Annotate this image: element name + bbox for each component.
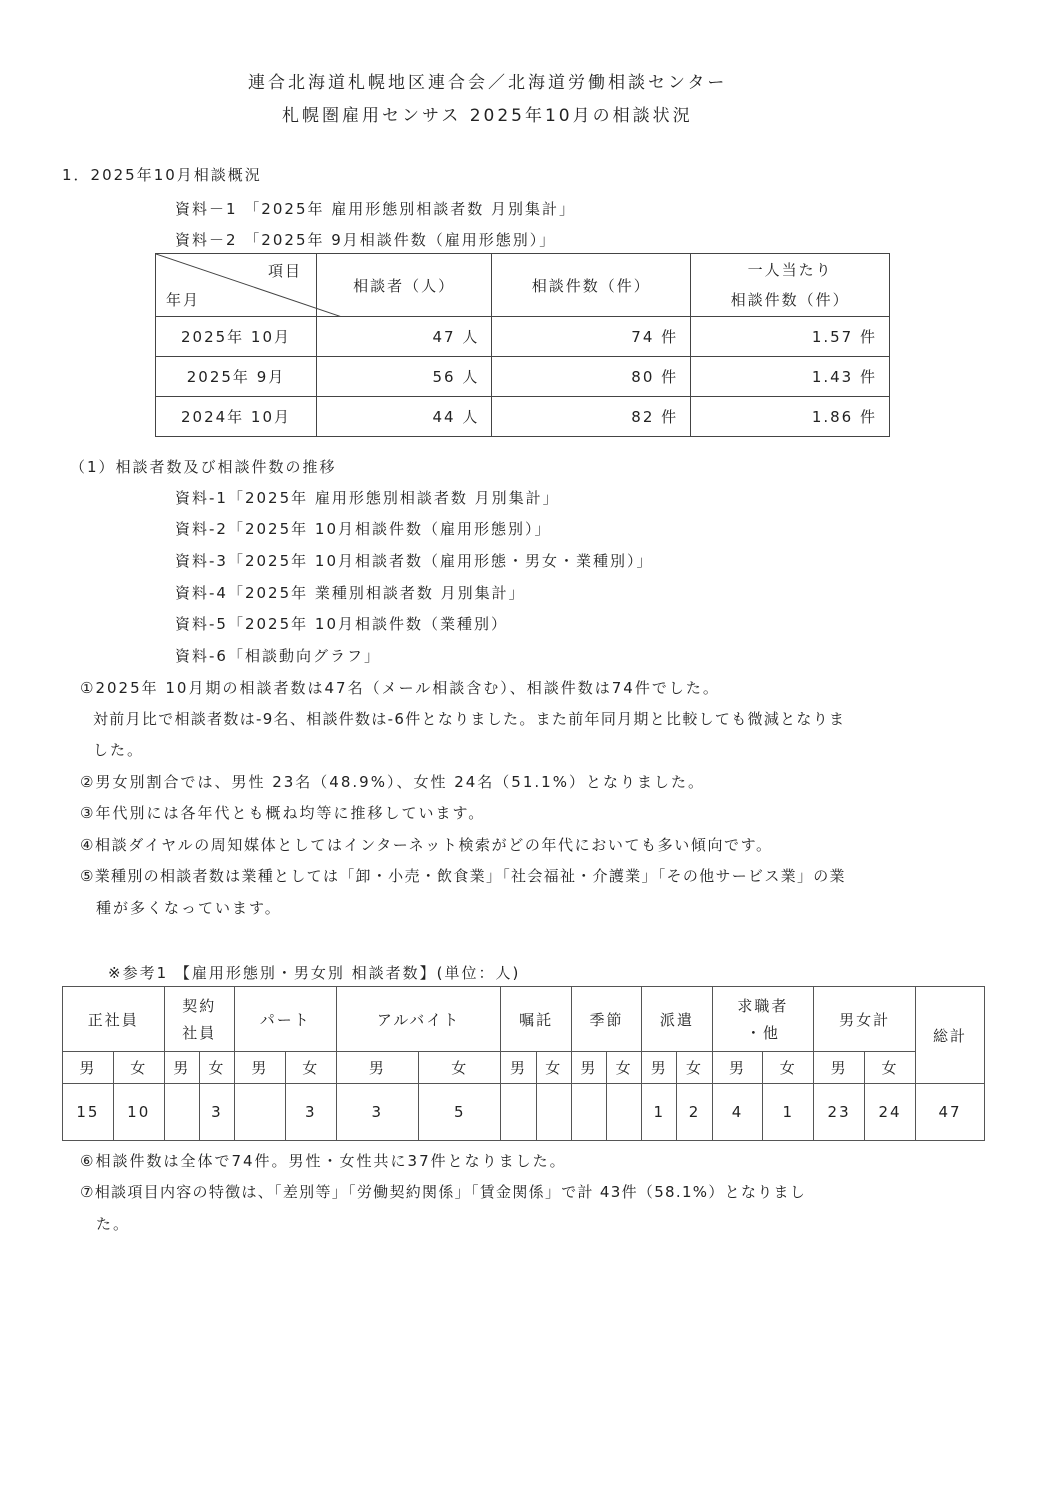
row-people: 56 人 xyxy=(317,357,492,397)
paragraph-7-line1: ⑦相談項目内容の特徴は、「差別等」「労働契約関係」「賃金関係」で計 43件（58.1%）となりまし xyxy=(80,1183,807,1201)
ref-value-cell: 2 xyxy=(677,1084,712,1141)
section1-ref-2: 資料－2 「2025年 9月相談件数（雇用形態別）」 xyxy=(175,231,557,249)
ref-value-cell: 24 xyxy=(864,1084,915,1141)
ref-category-label-line2: ・他 xyxy=(745,1024,780,1042)
paragraph-5-line2: 種が多くなっています。 xyxy=(96,899,282,917)
row-cases: 80 件 xyxy=(492,357,691,397)
summary-row xyxy=(156,397,890,437)
ref-value-cell: 15 xyxy=(63,1084,114,1141)
ref-category-label-line2: 社員 xyxy=(182,1024,217,1042)
ref-value-cell xyxy=(164,1084,199,1141)
paragraph-7-line2: た。 xyxy=(96,1215,131,1233)
section2-ref-5: 資料-5「2025年 10月相談件数（業種別） xyxy=(175,615,508,633)
ref-category-header xyxy=(235,987,337,1052)
ref-value-cell xyxy=(571,1084,606,1141)
section2-ref-6: 資料-6「相談動向グラフ」 xyxy=(175,647,381,665)
summary-row xyxy=(156,357,890,397)
ref-value-cell xyxy=(536,1084,571,1141)
ref-gender-female: 女 xyxy=(419,1052,501,1084)
ref-gender-male: 男 xyxy=(501,1052,536,1084)
ref-gender-female: 女 xyxy=(285,1052,336,1084)
paragraph-4: ④相談ダイヤルの周知媒体としてはインターネット検索がどの年代においても多い傾向です。 xyxy=(80,836,773,854)
ref-category-label: 契約 xyxy=(182,997,217,1015)
row-people: 44 人 xyxy=(317,397,492,437)
paragraph-2: ②男女別割合では、男性 23名（48.9%）、女性 24名（51.1%）となりました。 xyxy=(80,773,705,791)
ref-category-label: 派遣 xyxy=(659,1010,694,1029)
ref-value-cell xyxy=(501,1084,536,1141)
ref-category-label: パート xyxy=(259,1010,311,1029)
ref-gender-male: 男 xyxy=(235,1052,286,1084)
section2-ref-1: 資料-1「2025年 雇用形態別相談者数 月別集計」 xyxy=(175,489,560,507)
ref-value-cell: 10 xyxy=(113,1084,164,1141)
ref-category-label: 正社員 xyxy=(87,1010,139,1029)
paragraph-1-line1: ①2025年 10月期の相談者数は47名（メール相談含む）、相談件数は74件でした。 xyxy=(80,679,720,697)
summary-table xyxy=(155,253,890,437)
ref-value-cell: 1 xyxy=(763,1084,814,1141)
row-month: 2025年 10月 xyxy=(156,317,317,357)
row-month: 2025年 9月 xyxy=(156,357,317,397)
paragraph-1-line3: した。 xyxy=(93,741,145,759)
header-cases: 相談件数（件） xyxy=(492,254,691,317)
corner-item-label: 項目 xyxy=(267,262,302,280)
ref-category-label: 嘱託 xyxy=(519,1010,554,1029)
ref-category-header xyxy=(814,987,916,1052)
ref-gender-female: 女 xyxy=(607,1052,642,1084)
row-per: 1.57 件 xyxy=(691,317,890,357)
ref-category-header xyxy=(571,987,641,1052)
ref-value-cell: 4 xyxy=(712,1084,763,1141)
ref-table-caption: ※参考1 【雇用形態別・男女別 相談者数】(単位：人) xyxy=(108,964,521,982)
ref-value-cell: 3 xyxy=(285,1084,336,1141)
section1-heading: 1．2025年10月相談概況 xyxy=(62,166,262,184)
header-per-person-line1: 一人当たり xyxy=(747,261,833,279)
row-cases: 74 件 xyxy=(492,317,691,357)
summary-row xyxy=(156,317,890,357)
section2-ref-3: 資料-3「2025年 10月相談者数（雇用形態・男女・業種別）」 xyxy=(175,552,654,570)
header-title-line2: 札幌圏雇用センサス 2025年10月の相談状況 xyxy=(282,106,693,126)
ref-category-header xyxy=(164,987,234,1052)
ref-category-header xyxy=(642,987,712,1052)
ref-value-cell: 1 xyxy=(642,1084,677,1141)
ref-value-cell: 5 xyxy=(419,1084,501,1141)
ref-category-header xyxy=(336,987,501,1052)
section2-heading: （1）相談者数及び相談件数の推移 xyxy=(70,458,337,476)
summary-corner-cell xyxy=(156,254,317,317)
ref-gender-female: 女 xyxy=(677,1052,712,1084)
ref-gender-female: 女 xyxy=(763,1052,814,1084)
ref-value-cell xyxy=(235,1084,286,1141)
ref-gender-male: 男 xyxy=(336,1052,418,1084)
ref-value-cell: 3 xyxy=(199,1084,234,1141)
ref-value-cell: 23 xyxy=(814,1084,865,1141)
row-cases: 82 件 xyxy=(492,397,691,437)
header-per-person-line2: 相談件数（件） xyxy=(730,291,850,309)
paragraph-3: ③年代別には各年代とも概ね均等に推移しています。 xyxy=(80,804,486,822)
ref-category-header xyxy=(63,987,165,1052)
ref-gender-male: 男 xyxy=(63,1052,114,1084)
ref-value-cell: 3 xyxy=(336,1084,418,1141)
ref-gender-male: 男 xyxy=(164,1052,199,1084)
ref-gender-male: 男 xyxy=(712,1052,763,1084)
ref-total-header: 総計 xyxy=(916,987,985,1084)
row-people: 47 人 xyxy=(317,317,492,357)
ref-gender-male: 男 xyxy=(814,1052,865,1084)
header-per-person xyxy=(691,254,890,317)
ref-category-label: 季節 xyxy=(589,1010,624,1029)
corner-month-label: 年月 xyxy=(166,291,201,309)
ref-category-label: 求職者 xyxy=(737,997,789,1015)
ref-category-header xyxy=(501,987,571,1052)
ref-gender-female: 女 xyxy=(536,1052,571,1084)
paragraph-5-line1: ⑤業種別の相談者数は業種としては「卸・小売・飲食業」「社会福祉・介護業」「その他サービス業」の業 xyxy=(80,867,846,885)
header-people: 相談者（人） xyxy=(317,254,492,317)
row-per: 1.43 件 xyxy=(691,357,890,397)
ref-gender-male: 男 xyxy=(642,1052,677,1084)
ref-gender-female: 女 xyxy=(199,1052,234,1084)
ref-gender-male: 男 xyxy=(571,1052,606,1084)
ref-value-cell xyxy=(607,1084,642,1141)
row-per: 1.86 件 xyxy=(691,397,890,437)
paragraph-6: ⑥相談件数は全体で74件。男性・女性共に37件となりました。 xyxy=(80,1152,567,1170)
ref-gender-female: 女 xyxy=(113,1052,164,1084)
ref-gender-female: 女 xyxy=(864,1052,915,1084)
section2-ref-4: 資料-4「2025年 業種別相談者数 月別集計」 xyxy=(175,584,526,602)
section2-ref-2: 資料-2「2025年 10月相談件数（雇用形態別）」 xyxy=(175,520,552,538)
ref-category-header xyxy=(712,987,814,1052)
ref-category-label: アルバイト xyxy=(376,1010,461,1029)
paragraph-1-line2: 対前月比で相談者数は-9名、相談件数は-6件となりました。また前年同月期と比較しても微減となりま xyxy=(93,710,846,728)
section1-ref-1: 資料－1 「2025年 雇用形態別相談者数 月別集計」 xyxy=(175,200,577,218)
row-month: 2024年 10月 xyxy=(156,397,317,437)
header-title-line1: 連合北海道札幌地区連合会／北海道労働相談センター xyxy=(248,73,728,93)
ref-table xyxy=(62,986,985,1141)
ref-category-label: 男女計 xyxy=(839,1010,891,1029)
ref-total-value: 47 xyxy=(916,1084,985,1141)
